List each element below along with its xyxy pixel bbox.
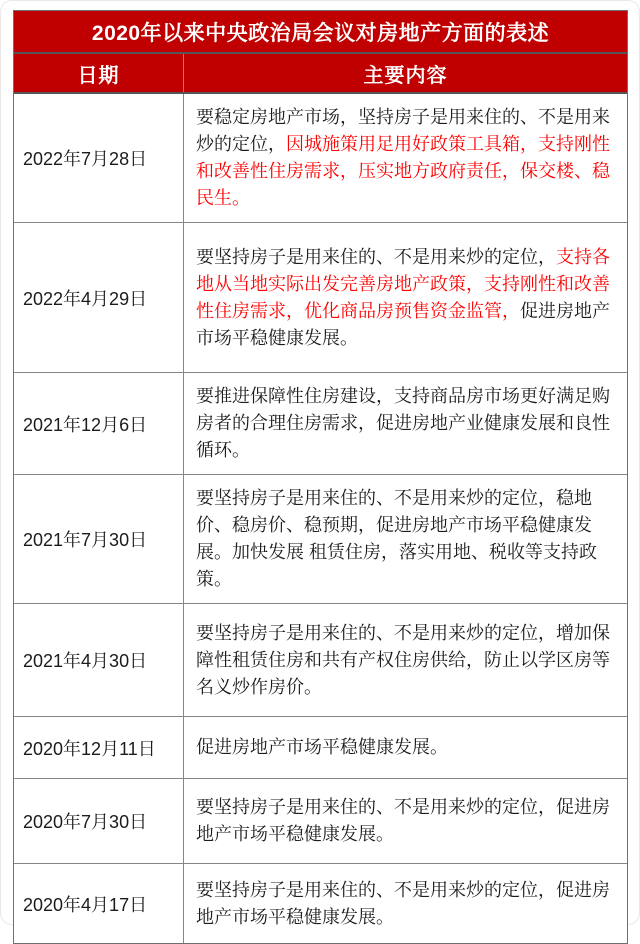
row-content-text: [196, 485, 619, 593]
plain-text: 要坚持房子是用来住的、不是用来炒的定位，稳地价、稳房价、稳预期，促进房地产市场平稳健康发展。加快发展 租赁住房，落实用地、税收等支持政策。: [196, 488, 597, 589]
plain-text: 要推进保障性住房建设，支持商品房市场更好满足购房者的合理住房需求，促进房地产业健康发展和良性循环。: [196, 386, 610, 460]
plain-text: 要坚持房子是用来住的、不是用来炒的定位，促进房地产市场平稳健康发展。: [196, 879, 610, 927]
row-content: [184, 864, 627, 943]
column-header-content: 主要内容: [363, 64, 448, 87]
column-header-date: 日期: [14, 54, 184, 92]
plain-text: 促进房地产市场平稳健康发展。: [196, 300, 610, 348]
table-row: [14, 716, 627, 778]
row-content: [184, 779, 627, 863]
column-header-row: [14, 54, 627, 94]
table-row: [14, 94, 627, 222]
table-row: [14, 474, 627, 603]
table-row: [14, 603, 627, 716]
row-date: 2022年7月28日: [14, 94, 184, 222]
row-content-text: [196, 244, 619, 352]
table-title: 2020年以来中央政治局会议对房地产方面的表述: [14, 11, 627, 54]
plain-text: 要稳定房地产市场，坚持房子是用来住的、不是用来炒的定位，: [196, 107, 610, 154]
row-date: 2021年4月30日: [14, 604, 184, 716]
table-body: [14, 94, 627, 943]
row-content: [184, 604, 627, 716]
policy-table: [13, 10, 628, 944]
row-content-text: [196, 877, 619, 931]
highlighted-text: 支持各地从当地实际出发完善房地产政策，支持刚性和改善性住房需求，优化商品房预售资金监管，: [196, 246, 610, 321]
plain-text: 要坚持房子是用来住的、不是用来炒的定位，增加保障性租赁住房和共有产权住房供给，防止以学区房等名义炒作房价。: [196, 622, 610, 697]
table-row: [14, 863, 627, 943]
row-content: [184, 717, 627, 778]
row-date: 2021年7月30日: [14, 475, 184, 603]
row-content-text: [196, 620, 619, 701]
table-row: [14, 778, 627, 863]
row-content-text: [196, 104, 619, 212]
row-content-text: [196, 794, 619, 848]
table-row: [14, 222, 627, 372]
row-content: [184, 223, 627, 372]
row-content: [184, 94, 627, 222]
row-content-text: [196, 383, 619, 464]
row-content: [184, 475, 627, 603]
plain-text: 要坚持房子是用来住的、不是用来炒的定位，促进房地产市场平稳健康发展。: [196, 797, 610, 844]
row-date: 2020年4月17日: [14, 864, 184, 943]
row-content: [184, 373, 627, 474]
row-date: 2022年4月29日: [14, 223, 184, 372]
highlighted-text: 因城施策用足用好政策工具箱，支持刚性和改善性住房需求，压实地方政府责任，保交楼、稳民生。: [196, 134, 610, 208]
row-date: 2020年12月11日: [14, 717, 184, 778]
table-row: [14, 372, 627, 474]
row-content-text: [196, 734, 448, 761]
row-date: 2020年7月30日: [14, 779, 184, 863]
plain-text: 促进房地产市场平稳健康发展。: [196, 737, 448, 757]
row-date: 2021年12月6日: [14, 373, 184, 474]
plain-text: 要坚持房子是用来住的、不是用来炒的定位，: [196, 246, 556, 267]
